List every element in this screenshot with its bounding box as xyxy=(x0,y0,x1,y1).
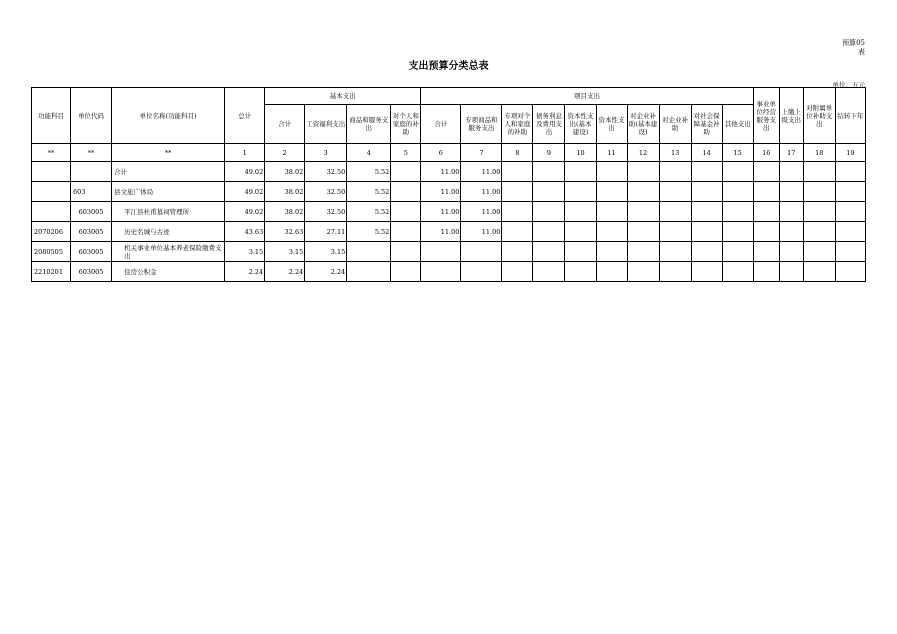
header-project-social: 对社会保障基金补助 xyxy=(691,105,722,144)
index-cell: 14 xyxy=(691,144,722,162)
cell-empty xyxy=(596,262,627,282)
cell-empty xyxy=(803,202,835,222)
header-project-enterprise-build: 对企业补助(基本建设) xyxy=(627,105,659,144)
cell-empty xyxy=(835,262,865,282)
cell-empty xyxy=(533,182,565,202)
cell-total: 3.15 xyxy=(225,242,265,262)
header-basic-sum: 合计 xyxy=(265,105,305,144)
cell-empty xyxy=(659,222,691,242)
cell-b-goods: 5.52 xyxy=(347,162,391,182)
cell-empty xyxy=(722,202,753,222)
cell-b-sum: 38.02 xyxy=(265,162,305,182)
cell-empty xyxy=(659,162,691,182)
cell-code: 603005 xyxy=(71,262,112,282)
cell-empty xyxy=(502,262,533,282)
cell-func xyxy=(32,202,71,222)
cell-empty xyxy=(502,202,533,222)
cell-empty xyxy=(596,222,627,242)
header-row-1 xyxy=(32,88,866,105)
cell-empty xyxy=(691,222,722,242)
index-cell: 10 xyxy=(565,144,596,162)
cell-total: 2.24 xyxy=(225,262,265,282)
cell-empty xyxy=(722,242,753,262)
header-basic-family: 对个人和家庭的补助 xyxy=(391,105,421,144)
index-cell: 5 xyxy=(391,144,421,162)
cell-p-goods xyxy=(461,242,502,262)
cell-empty xyxy=(691,262,722,282)
budget-table xyxy=(31,87,866,282)
header-basic: 基本支出 xyxy=(265,88,421,105)
cell-p-goods: 11.00 xyxy=(461,182,502,202)
cell-empty xyxy=(779,242,803,262)
cell-empty xyxy=(502,242,533,262)
cell-empty xyxy=(753,222,779,242)
cell-empty xyxy=(659,182,691,202)
cell-name: 机关事业单位基本养老保险缴费支出 xyxy=(112,242,225,262)
cell-func xyxy=(32,162,71,182)
header-unit-name: 单位名称(功能科目) xyxy=(112,88,225,144)
cell-empty xyxy=(691,162,722,182)
index-cell: ** xyxy=(112,144,225,162)
cell-b-goods xyxy=(347,262,391,282)
cell-p-goods: 11.00 xyxy=(461,162,502,182)
cell-p-sum xyxy=(421,262,461,282)
index-cell: 12 xyxy=(627,144,659,162)
cell-empty xyxy=(803,242,835,262)
cell-b-goods: 5.52 xyxy=(347,202,391,222)
index-cell: 8 xyxy=(502,144,533,162)
cell-total: 43.63 xyxy=(225,222,265,242)
cell-b-sum: 38.02 xyxy=(265,202,305,222)
table-row xyxy=(32,222,866,242)
header-upper: 上缴上级支出 xyxy=(779,88,803,144)
cell-empty xyxy=(803,162,835,182)
index-row xyxy=(32,144,866,162)
cell-empty xyxy=(803,222,835,242)
cell-b-wage: 3.15 xyxy=(305,242,347,262)
header-project: 项目支出 xyxy=(421,88,753,105)
cell-empty xyxy=(835,202,865,222)
cell-empty xyxy=(803,182,835,202)
cell-empty xyxy=(565,182,596,202)
cell-empty xyxy=(596,182,627,202)
cell-empty xyxy=(565,242,596,262)
cell-b-sum: 38.02 xyxy=(265,182,305,202)
table-row xyxy=(32,162,866,182)
cell-p-goods: 11.00 xyxy=(461,202,502,222)
table-row xyxy=(32,242,866,262)
cell-p-sum: 11.00 xyxy=(421,222,461,242)
cell-empty xyxy=(596,242,627,262)
header-unit-code: 单位代码 xyxy=(71,88,112,144)
cell-empty xyxy=(691,202,722,222)
cell-empty xyxy=(627,222,659,242)
cell-name: 县文旅广体局 xyxy=(112,182,225,202)
cell-b-goods: 5.52 xyxy=(347,182,391,202)
cell-empty xyxy=(502,222,533,242)
cell-empty xyxy=(391,202,421,222)
index-cell: 19 xyxy=(835,144,865,162)
cell-empty xyxy=(627,202,659,222)
cell-b-sum: 2.24 xyxy=(265,262,305,282)
cell-empty xyxy=(627,262,659,282)
cell-func: 2070206 xyxy=(32,222,71,242)
cell-b-sum: 32.63 xyxy=(265,222,305,242)
cell-empty xyxy=(391,262,421,282)
cell-empty xyxy=(835,182,865,202)
header-carry: 结转下年 xyxy=(835,88,865,144)
cell-empty xyxy=(659,202,691,222)
table-row xyxy=(32,262,866,282)
cell-empty xyxy=(565,262,596,282)
cell-b-wage: 32.50 xyxy=(305,162,347,182)
header-total: 总计 xyxy=(225,88,265,144)
cell-name: 住房公积金 xyxy=(112,262,225,282)
cell-empty xyxy=(565,222,596,242)
index-cell: 18 xyxy=(803,144,835,162)
cell-p-sum xyxy=(421,242,461,262)
cell-empty xyxy=(502,162,533,182)
cell-empty xyxy=(722,262,753,282)
header-project-family: 专项对个人和家庭的补助 xyxy=(502,105,533,144)
index-cell: 11 xyxy=(596,144,627,162)
index-cell: 17 xyxy=(779,144,803,162)
cell-empty xyxy=(779,222,803,242)
index-cell: 6 xyxy=(421,144,461,162)
cell-p-sum: 11.00 xyxy=(421,162,461,182)
cell-code xyxy=(71,162,112,182)
cell-b-sum: 3.15 xyxy=(265,242,305,262)
cell-empty xyxy=(753,242,779,262)
cell-b-goods xyxy=(347,242,391,262)
cell-empty xyxy=(753,262,779,282)
index-cell: 9 xyxy=(533,144,565,162)
cell-empty xyxy=(753,162,779,182)
cell-empty xyxy=(533,202,565,222)
cell-name: 平江县杜甫墓祠管理所 xyxy=(112,202,225,222)
cell-empty xyxy=(753,182,779,202)
cell-p-goods xyxy=(461,262,502,282)
cell-empty xyxy=(691,242,722,262)
header-biz: 事业单位经营服务支出 xyxy=(753,88,779,144)
cell-empty xyxy=(391,162,421,182)
page-title: 支出预算分类总表 xyxy=(408,61,489,72)
cell-b-wage: 27.11 xyxy=(305,222,347,242)
cell-empty xyxy=(391,222,421,242)
header-project-debt: 债务利息及费用支出 xyxy=(533,105,565,144)
cell-empty xyxy=(722,222,753,242)
header-project-other: 其他支出 xyxy=(722,105,753,144)
cell-p-sum: 11.00 xyxy=(421,202,461,222)
index-cell: 1 xyxy=(225,144,265,162)
table-row xyxy=(32,182,866,202)
index-cell: ** xyxy=(71,144,112,162)
cell-p-goods: 11.00 xyxy=(461,222,502,242)
cell-empty xyxy=(659,242,691,262)
cell-empty xyxy=(596,162,627,182)
cell-name: 历史名城与古迹 xyxy=(112,222,225,242)
cell-func xyxy=(32,182,71,202)
cell-total: 49.02 xyxy=(225,162,265,182)
cell-empty xyxy=(502,182,533,202)
index-cell: 16 xyxy=(753,144,779,162)
cell-empty xyxy=(722,182,753,202)
cell-empty xyxy=(627,242,659,262)
cell-empty xyxy=(835,222,865,242)
table-row xyxy=(32,202,866,222)
form-number-line1: 预算05 xyxy=(842,39,865,47)
index-cell: 4 xyxy=(347,144,391,162)
cell-empty xyxy=(803,262,835,282)
cell-b-wage: 32.50 xyxy=(305,182,347,202)
cell-name: 合计 xyxy=(112,162,225,182)
cell-empty xyxy=(565,202,596,222)
cell-empty xyxy=(533,242,565,262)
header-project-enterprise: 对企业补助 xyxy=(659,105,691,144)
cell-func: 2210201 xyxy=(32,262,71,282)
cell-empty xyxy=(533,162,565,182)
cell-b-wage: 32.50 xyxy=(305,202,347,222)
cell-code: 603005 xyxy=(71,222,112,242)
table-body xyxy=(32,162,866,282)
cell-empty xyxy=(722,162,753,182)
cell-total: 49.02 xyxy=(225,182,265,202)
header-project-capital: 资本性支出 xyxy=(596,105,627,144)
cell-code: 603005 xyxy=(71,242,112,262)
cell-b-goods: 5.52 xyxy=(347,222,391,242)
cell-empty xyxy=(391,182,421,202)
cell-empty xyxy=(533,262,565,282)
header-project-capital-build: 资本性支出(基本建设) xyxy=(565,105,596,144)
header-func-code: 功能科目 xyxy=(32,88,71,144)
cell-empty xyxy=(627,162,659,182)
cell-empty xyxy=(691,182,722,202)
index-cell: 13 xyxy=(659,144,691,162)
header-project-sum: 合计 xyxy=(421,105,461,144)
index-cell: ** xyxy=(32,144,71,162)
form-number xyxy=(842,39,865,57)
header-basic-wage: 工资福利支出 xyxy=(305,105,347,144)
cell-p-sum: 11.00 xyxy=(421,182,461,202)
cell-empty xyxy=(835,242,865,262)
header-basic-goods: 商品和服务支出 xyxy=(347,105,391,144)
unit-label: 单位：万元 xyxy=(832,81,865,89)
cell-empty xyxy=(779,162,803,182)
header-project-goods: 专项商品和服务支出 xyxy=(461,105,502,144)
cell-empty xyxy=(779,262,803,282)
cell-empty xyxy=(391,242,421,262)
index-cell: 3 xyxy=(305,144,347,162)
cell-empty xyxy=(779,202,803,222)
cell-b-wage: 2.24 xyxy=(305,262,347,282)
cell-func: 2080505 xyxy=(32,242,71,262)
cell-code: 603005 xyxy=(71,202,112,222)
cell-code: 603 xyxy=(71,182,112,202)
cell-empty xyxy=(596,202,627,222)
cell-total: 49.02 xyxy=(225,202,265,222)
cell-empty xyxy=(753,202,779,222)
cell-empty xyxy=(533,222,565,242)
index-cell: 7 xyxy=(461,144,502,162)
form-number-line2: 表 xyxy=(858,48,865,56)
cell-empty xyxy=(565,162,596,182)
cell-empty xyxy=(779,182,803,202)
index-cell: 15 xyxy=(722,144,753,162)
index-cell: 2 xyxy=(265,144,305,162)
cell-empty xyxy=(835,162,865,182)
cell-empty xyxy=(659,262,691,282)
header-sub-unit: 对附属单位补助支出 xyxy=(803,88,835,144)
cell-empty xyxy=(627,182,659,202)
